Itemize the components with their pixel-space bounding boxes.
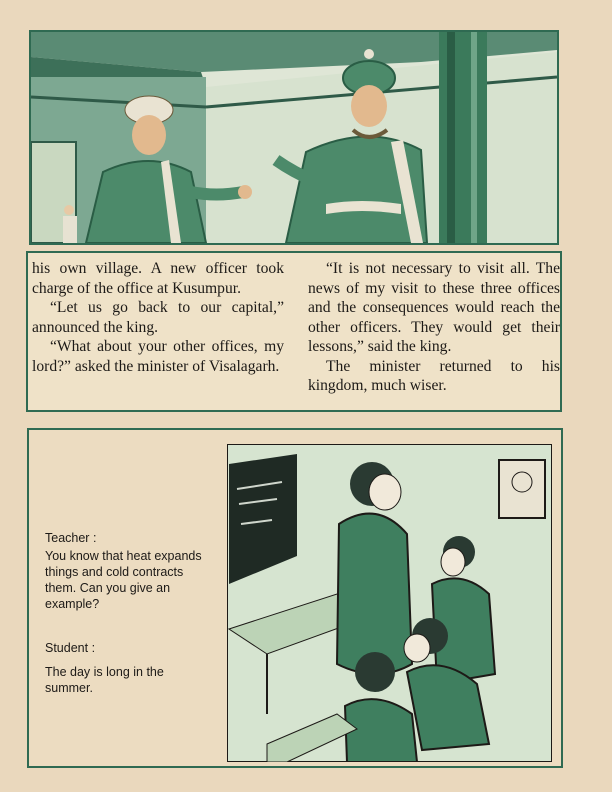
student-line: The day is long in the summer. <box>45 665 164 695</box>
classroom-illustration <box>227 444 552 762</box>
story-paragraph: “What about your other offices, my lord?” asked the minister of Visalagarh. <box>32 338 284 375</box>
story-paragraph: his own village. A new officer took charge of the office at Kusumpur. <box>32 260 284 297</box>
story-paragraph: “It is not necessary to visit all. The news of my visit to these three offices and the consequences would reach the other officers. They would get their lessons,” said the king. <box>308 260 560 355</box>
joke-box <box>27 428 563 768</box>
teacher-line: You know that heat expands things and cold contracts them. Can you give an example? <box>45 549 202 611</box>
story-right-column <box>308 259 560 396</box>
teacher-label: Teacher : <box>45 531 97 545</box>
story-left-column <box>32 259 284 376</box>
top-illustration <box>29 30 559 245</box>
story-text-box <box>26 251 562 412</box>
student-label: Student : <box>45 641 96 655</box>
story-paragraph: The minister returned to his kingdom, much wiser. <box>308 357 560 394</box>
king-and-minister-illustration <box>31 32 557 243</box>
classroom-cartoon <box>227 444 552 762</box>
story-paragraph: “Let us go back to our capital,” announced the king. <box>32 299 284 336</box>
